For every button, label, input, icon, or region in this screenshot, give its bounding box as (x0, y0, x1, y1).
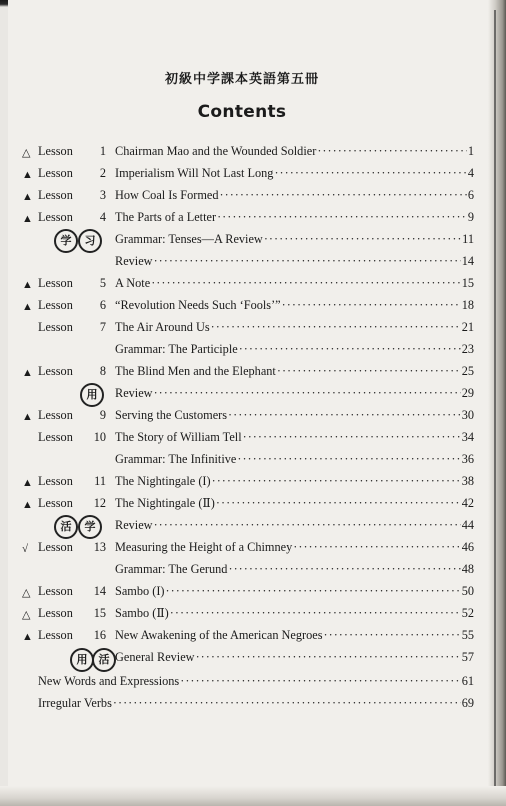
lesson-number: 6 (99, 298, 106, 312)
lesson-label: Lesson (38, 408, 73, 422)
entry-title: Serving the Customers (115, 408, 228, 422)
toc-row (8, 186, 478, 204)
entry-title: General Review (115, 650, 195, 664)
entry-title: A Note (115, 276, 151, 290)
check-mark-icon: △ (22, 147, 31, 159)
lesson-label: Lesson (38, 474, 73, 488)
toc-row (8, 672, 478, 690)
entry-title: Irregular Verbs (38, 696, 112, 710)
entry-title: Review (115, 386, 153, 400)
page-number: 6 (467, 188, 474, 202)
toc-row (8, 560, 478, 578)
toc-row (8, 296, 478, 314)
check-mark-icon: ▲ (22, 477, 33, 489)
page-number: 57 (461, 650, 474, 664)
lesson-label: Lesson (38, 144, 73, 158)
lesson-label: Lesson (38, 606, 73, 620)
page-number: 11 (462, 232, 474, 246)
lesson-number: 4 (99, 210, 106, 224)
page-title: Contents (197, 102, 287, 122)
entry-title: Grammar: The Gerund (115, 562, 228, 576)
entry-title: How Coal Is Formed (115, 188, 219, 202)
lesson-number: 12 (93, 496, 106, 510)
lesson-number: 3 (99, 188, 106, 202)
toc-row (8, 604, 478, 622)
toc-row (8, 582, 478, 600)
lesson-label: Lesson (38, 320, 73, 334)
page-number: 30 (461, 408, 474, 422)
lesson-label: Lesson (38, 430, 73, 444)
lesson-number: 2 (99, 166, 106, 180)
stamp: 用 (80, 383, 104, 407)
book-page (8, 0, 492, 792)
stamp: 学 (78, 515, 102, 539)
check-mark-icon: ▲ (22, 279, 33, 291)
stamp: 活 (92, 648, 116, 672)
entry-title: Sambo (Ⅱ) (115, 606, 169, 620)
entry-title: Grammar: Tenses—A Review (115, 232, 263, 246)
toc-row (8, 362, 478, 380)
entry-title: Grammar: The Participle (115, 342, 238, 356)
check-mark-icon: ▲ (22, 367, 33, 379)
page-number: 50 (461, 584, 474, 598)
page-number: 38 (461, 474, 474, 488)
check-mark-icon: △ (22, 587, 31, 599)
stamp: 用 (70, 648, 94, 672)
page-number: 23 (461, 342, 474, 356)
page-number: 29 (461, 386, 474, 400)
lesson-label: Lesson (38, 584, 73, 598)
page-number: 36 (461, 452, 474, 466)
entry-title: “Revolution Needs Such ‘Fools’” (115, 298, 281, 312)
binding-line (494, 10, 496, 790)
entry-title: New Words and Expressions (38, 674, 180, 688)
lesson-number: 15 (93, 606, 106, 620)
page-number: 1 (467, 144, 474, 158)
toc-row (8, 406, 478, 424)
check-mark-icon: △ (22, 609, 31, 621)
lesson-label: Lesson (38, 166, 73, 180)
lesson-number: 10 (93, 430, 106, 444)
entry-title: Review (115, 254, 153, 268)
toc-row (8, 472, 478, 490)
toc-row (8, 428, 478, 446)
toc-row (8, 694, 478, 712)
entry-title: Review (115, 518, 153, 532)
entry-title: Grammar: The Infinitive (115, 452, 237, 466)
entry-title: Chairman Mao and the Wounded Soldier (115, 144, 317, 158)
toc-row (8, 538, 478, 556)
lesson-number: 13 (93, 540, 106, 554)
page-number: 15 (461, 276, 474, 290)
entry-title: The Blind Men and the Elephant (115, 364, 276, 378)
entry-title: Measuring the Height of a Chimney (115, 540, 293, 554)
lesson-label: Lesson (38, 364, 73, 378)
toc-row (8, 384, 478, 402)
lesson-number: 7 (99, 320, 106, 334)
page-number: 44 (461, 518, 474, 532)
toc-row (8, 494, 478, 512)
check-mark-icon: ▲ (22, 191, 33, 203)
toc-row (8, 340, 478, 358)
entry-title: The Parts of a Letter (115, 210, 217, 224)
stamp: 活 (54, 515, 78, 539)
lesson-number: 1 (99, 144, 106, 158)
entry-title: The Story of William Tell (115, 430, 242, 444)
toc-row (8, 252, 478, 270)
entry-title: The Nightingale (Ⅱ) (115, 496, 215, 510)
right-edge-shadow (488, 0, 506, 806)
check-mark-icon: ▲ (22, 499, 33, 511)
entry-title: New Awakening of the American Negroes (115, 628, 323, 642)
toc-row (8, 450, 478, 468)
lesson-label: Lesson (38, 540, 73, 554)
page-number: 69 (461, 696, 474, 710)
toc-row (8, 164, 478, 182)
lesson-number: 14 (93, 584, 106, 598)
page-number: 46 (461, 540, 474, 554)
bottom-edge-shadow (0, 786, 506, 806)
page-number: 25 (461, 364, 474, 378)
page-number: 4 (467, 166, 474, 180)
page-number: 61 (461, 674, 474, 688)
check-mark-icon: √ (22, 543, 29, 555)
lesson-number: 9 (99, 408, 106, 422)
stamp: 学 (54, 229, 78, 253)
check-mark-icon: ▲ (22, 631, 33, 643)
page-number: 34 (461, 430, 474, 444)
entry-title: The Air Around Us (115, 320, 210, 334)
lesson-label: Lesson (38, 496, 73, 510)
toc-row (8, 274, 478, 292)
entry-title: The Nightingale (I) (115, 474, 211, 488)
lesson-number: 5 (99, 276, 106, 290)
toc-row (8, 142, 478, 160)
entry-title: Sambo (I) (115, 584, 165, 598)
check-mark-icon: ▲ (22, 411, 33, 423)
toc-row (8, 626, 478, 644)
page-number: 55 (461, 628, 474, 642)
check-mark-icon: ▲ (22, 301, 33, 313)
page-number: 48 (461, 562, 474, 576)
lesson-label: Lesson (38, 298, 73, 312)
page-number: 42 (461, 496, 474, 510)
page-number: 52 (461, 606, 474, 620)
page-number: 9 (467, 210, 474, 224)
page-number: 18 (461, 298, 474, 312)
lesson-label: Lesson (38, 276, 73, 290)
book-header: 初級中学課本英語第五冊 (164, 72, 319, 87)
lesson-label: Lesson (38, 628, 73, 642)
check-mark-icon: ▲ (22, 213, 33, 225)
page-number: 21 (461, 320, 474, 334)
check-mark-icon: ▲ (22, 169, 33, 181)
entry-title: Imperialism Will Not Last Long (115, 166, 274, 180)
lesson-label: Lesson (38, 210, 73, 224)
lesson-number: 8 (99, 364, 106, 378)
lesson-number: 11 (94, 474, 106, 488)
lesson-label: Lesson (38, 188, 73, 202)
toc-row (8, 208, 478, 226)
lesson-number: 16 (93, 628, 106, 642)
stamp: 习 (78, 229, 102, 253)
toc-row (8, 318, 478, 336)
page-number: 14 (461, 254, 474, 268)
